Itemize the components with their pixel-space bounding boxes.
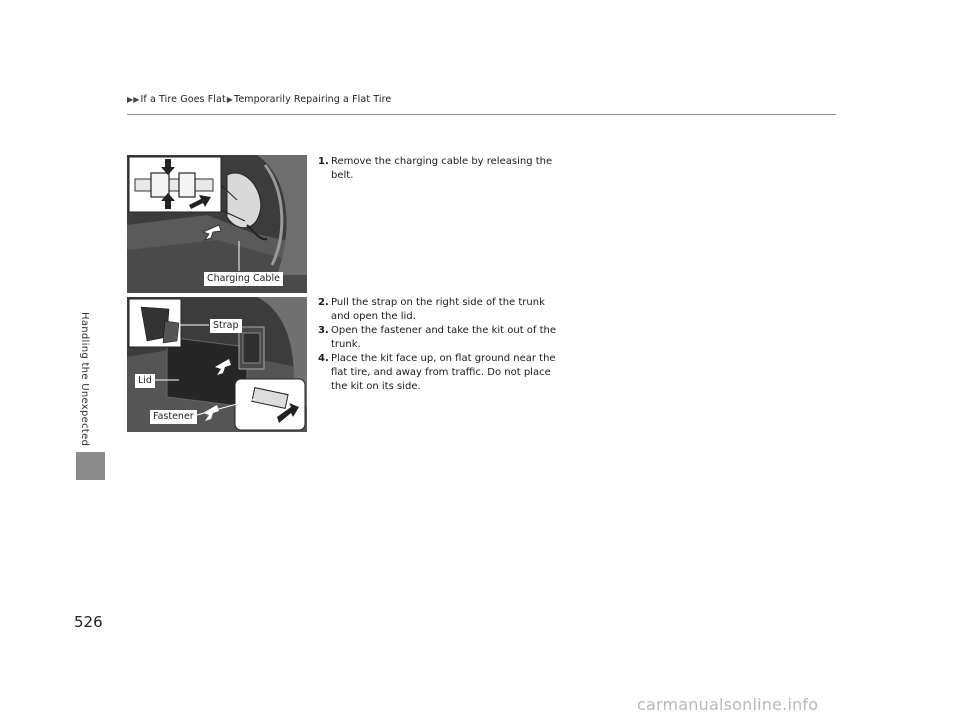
arrow-icon: ▶ bbox=[226, 95, 234, 104]
step-number: 3. bbox=[318, 325, 329, 336]
step-1 bbox=[318, 155, 558, 183]
step-3 bbox=[318, 324, 558, 352]
section-tab bbox=[76, 452, 105, 480]
step-2 bbox=[318, 296, 558, 324]
double-arrow-icon: ▶▶ bbox=[127, 95, 140, 104]
figure-trunk-lid bbox=[127, 297, 307, 432]
step-number: 4. bbox=[318, 353, 329, 364]
breadcrumb-topic[interactable]: Temporarily Repairing a Flat Tire bbox=[234, 94, 392, 105]
breadcrumb-section[interactable]: If a Tire Goes Flat bbox=[140, 94, 226, 105]
steps-group-2 bbox=[318, 296, 558, 394]
step-text: Place the kit face up, on flat ground near the flat tire, and away from traffic. Do not place the kit on its side. bbox=[331, 353, 556, 392]
breadcrumb bbox=[127, 94, 391, 105]
fastener-label: Fastener bbox=[150, 410, 197, 424]
header-divider bbox=[127, 114, 836, 115]
page-number: 526 bbox=[74, 613, 103, 631]
strap-label: Strap bbox=[210, 319, 242, 333]
section-side-label: Handling the Unexpected bbox=[79, 312, 90, 447]
watermark: carmanualsonline.info bbox=[637, 695, 819, 714]
step-number: 1. bbox=[318, 156, 329, 167]
step-text: Open the fastener and take the kit out of the trunk. bbox=[331, 325, 557, 350]
step-text: Remove the charging cable by releasing the belt. bbox=[331, 156, 553, 181]
step-text: Pull the strap on the right side of the trunk and open the lid. bbox=[331, 297, 545, 322]
steps-group-1 bbox=[318, 155, 558, 183]
figure-charging-cable bbox=[127, 155, 307, 293]
step-4 bbox=[318, 352, 558, 394]
lid-label: Lid bbox=[135, 374, 155, 388]
charging-cable-label: Charging Cable bbox=[204, 272, 283, 286]
step-number: 2. bbox=[318, 297, 329, 308]
